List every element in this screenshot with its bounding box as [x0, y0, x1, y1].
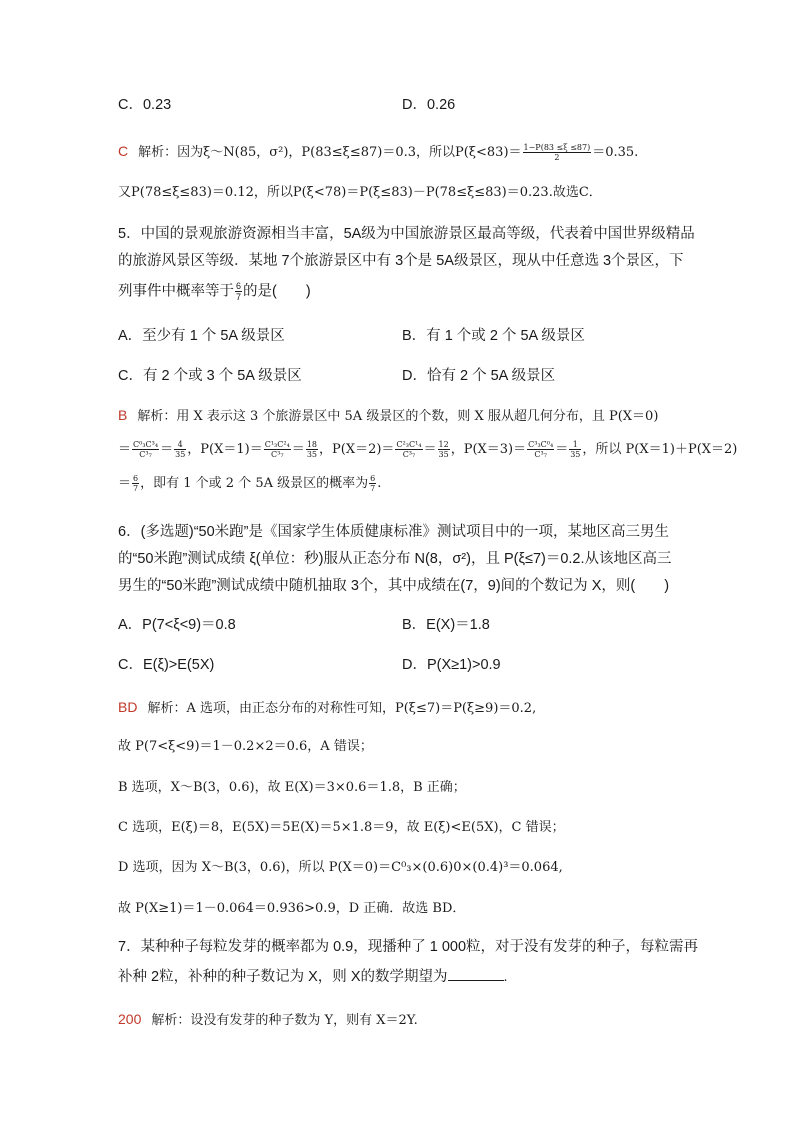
q7-sol-text: 解析：设没有发芽的种子数为 Y，则有 X＝2Y. — [151, 1013, 418, 1028]
q5-sol3-frac2-den: 7 — [370, 484, 376, 493]
q6-stem-line1: 6．(多选题)“50米跑”是《国家学生体质健康标准》测试项目中的一项，某地区高三男生 — [118, 524, 670, 540]
q5-frac-p2-num: C²₃C¹₄ — [396, 440, 422, 449]
q7-stem-line2 — [118, 966, 508, 987]
q5-frac-p2-val-den: 35 — [438, 450, 449, 459]
q6-sol-text: 解析：A 选项，由正态分布的对称性可知，P(ξ≤7)＝P(ξ≥9)＝0.2, — [147, 701, 537, 716]
q5-sol3-eq: ＝ — [118, 476, 132, 491]
q5-frac-p0-val-den: 35 — [175, 450, 186, 459]
q5-frac-p2-den: C³₇ — [402, 450, 416, 459]
q6-solution-line4: C 选项，E(ξ)＝8，E(5X)＝5E(X)＝5×1.8＝9，故 E(ξ)<E(5X)，C 错误； — [118, 820, 565, 835]
q4-solution-line2: 又P(78≤ξ≤83)＝0.12，所以P(ξ<78)＝P(ξ≤83)－P(78≤ξ≤83)＝0.23.故选C． — [118, 185, 602, 200]
q5-eq-p2: ＝ — [423, 442, 437, 457]
q5-frac-p3-num: C³₃C⁰₄ — [528, 440, 554, 449]
q5-solution-line3 — [118, 474, 381, 494]
q5-stem-fraction — [235, 281, 242, 302]
q5-frac-p0-den: C³₇ — [139, 450, 152, 459]
q5-frac-den: 7 — [236, 292, 242, 302]
q5-frac-p1-num: C¹₃C²₄ — [264, 440, 290, 449]
q5-frac-p1-den: C³₇ — [270, 450, 284, 459]
q7-stem-text: 补种 2粒，补种的种子数记为 X，则 X的数学期望为 — [118, 969, 448, 985]
q4-sol-frac-num: 1−P(83 ≤ξ ≤87) — [523, 143, 591, 152]
q6-option-d: D．P(X≥1)>0.9 — [402, 657, 501, 673]
q5-eq-p3: ＝ — [555, 442, 569, 457]
q5-sol2-p2: ，P(X＝2)＝ — [319, 442, 395, 457]
q4-solution-line1 — [118, 141, 638, 163]
q5-frac-p0-num: C⁰₃C³₄ — [133, 440, 159, 449]
q7-stem-end: . — [503, 969, 508, 985]
q6-option-a: A．P(7<ξ<9)＝0.8 — [118, 617, 236, 633]
q5-frac-p3-val-den: 35 — [570, 450, 581, 459]
q4-sol-text-a: 解析：因为ξ～N(85，σ²)，P(83≤ξ≤87)＝0.3，所以P(ξ<83)＝ — [138, 145, 522, 160]
q5-sol-text: 解析：用 X 表示这 3 个旅游景区中 5A 级景区的个数，则 X 服从超几何分布，且 P(X＝0) — [137, 409, 659, 424]
q5-option-b: B．有 1 个或 2 个 5A 级景区 — [402, 328, 585, 344]
q4-option-c: C．0.23 — [118, 97, 172, 113]
q5-sol2-eq: ＝ — [118, 442, 132, 457]
q7-stem-line1: 7．某种种子每粒发芽的概率都为 0.9，现播种了 1 000粒，对于没有发芽的种子，每粒需再 — [118, 939, 699, 955]
q5-eq-p0: ＝ — [160, 442, 174, 457]
q5-frac-p1 — [264, 440, 291, 459]
q5-sol3-end: . — [377, 476, 382, 491]
q5-stem-text-a: 列事件中概率等于 — [118, 283, 234, 300]
q6-solution-line1 — [118, 697, 536, 719]
q5-sol2-sum: ，所以 P(X＝1)＋P(X＝2) — [582, 442, 738, 457]
q6-solution-line2: 故 P(7<ξ<9)＝1－0.2×2＝0.6，A 错误； — [118, 739, 373, 754]
q6-solution-line5: D 选项，因为 X～B(3，0.6)，所以 P(X＝0)＝C⁰₃×(0.6)0×(0.4)³＝0.064, — [118, 860, 563, 875]
q5-solution-line2 — [118, 440, 737, 460]
q6-option-b: B．E(X)＝1.8 — [402, 617, 490, 633]
q5-sol2-p3: ，P(X＝3)＝ — [450, 442, 527, 457]
q5-sol2-p1: ，P(X＝1)＝ — [187, 442, 263, 457]
q6-stem-line3: 男生的“50米跑”测试成绩中随机抽取 3个，其中成绩在(7，9)间的个数记为 X，则( ) — [118, 578, 670, 594]
q6-answer: BD — [118, 699, 138, 715]
q5-answer: B — [118, 407, 128, 423]
q5-sol3-fraction2 — [369, 474, 376, 493]
q5-eq-p1: ＝ — [291, 442, 305, 457]
q6-option-c: C．E(ξ)>E(5X) — [118, 657, 215, 673]
q7-answer: 200 — [118, 1011, 142, 1027]
q7-solution-line1 — [118, 1009, 418, 1031]
q4-sol-frac-den: 2 — [554, 153, 560, 162]
q5-stem-text-b: 的是( ) — [243, 283, 311, 300]
q5-stem-line1: 5．中国的景观旅游资源相当丰富，5A级为中国旅游景区最高等级，代表着中国世界级精品 — [118, 226, 695, 242]
q5-sol3-frac-den: 7 — [133, 484, 139, 493]
q5-option-a: A．至少有 1 个 5A 级景区 — [118, 328, 285, 344]
q5-frac-p1-val — [306, 440, 318, 459]
q5-frac-p0-val-num: 4 — [174, 440, 186, 450]
q6-solution-line3: B 选项，X～B(3，0.6)，故 E(X)＝3×0.6＝1.8，B 正确； — [118, 780, 466, 795]
q5-sol3-frac-num: 6 — [133, 474, 139, 483]
q5-sol3-text: ，即有 1 个或 2 个 5A 级景区的概率为 — [140, 476, 369, 491]
q4-option-d: D．0.26 — [402, 97, 456, 113]
q5-frac-p3-den: C³₇ — [534, 450, 547, 459]
q5-frac-p3-val — [569, 440, 581, 459]
q5-frac-p3 — [527, 440, 554, 459]
q6-stem-line2: 的“50米跑”测试成绩 ξ(单位：秒)服从正态分布 N(8，σ²)，且 P(ξ≤7)＝0.2.从该地区高三 — [118, 551, 672, 567]
q5-frac-p3-val-num: 1 — [569, 440, 581, 450]
q4-sol-text-b: ＝0.35. — [592, 145, 639, 160]
q5-frac-p0 — [132, 440, 159, 459]
q5-frac-num: 6 — [236, 281, 242, 291]
q5-option-c: C．有 2 个或 3 个 5A 级景区 — [118, 368, 302, 384]
q5-frac-p2-val — [438, 440, 450, 459]
q5-sol3-frac2-num: 6 — [370, 474, 376, 483]
q5-solution-line1 — [118, 405, 658, 427]
q5-frac-p2-val-num: 12 — [438, 440, 449, 449]
q5-option-d: D．恰有 2 个 5A 级景区 — [402, 368, 556, 384]
q5-stem-line2: 的旅游风景区等级．某地 7个旅游景区中有 3个是 5A级景区，现从中任意选 3个景区，下 — [118, 253, 684, 269]
q5-frac-p1-val-den: 35 — [306, 450, 317, 459]
q4-answer: C — [118, 143, 129, 159]
q4-sol-fraction — [523, 143, 592, 162]
q5-frac-p2 — [395, 440, 422, 459]
q6-solution-line6: 故 P(X≥1)＝1－0.064＝0.936>0.9，D 正确．故选 BD． — [118, 901, 466, 916]
answer-blank — [448, 966, 504, 981]
q5-frac-p0-val — [174, 440, 186, 459]
q5-sol3-fraction — [132, 474, 139, 493]
q5-frac-p1-val-num: 18 — [306, 440, 317, 449]
q5-stem-line3 — [118, 281, 311, 302]
